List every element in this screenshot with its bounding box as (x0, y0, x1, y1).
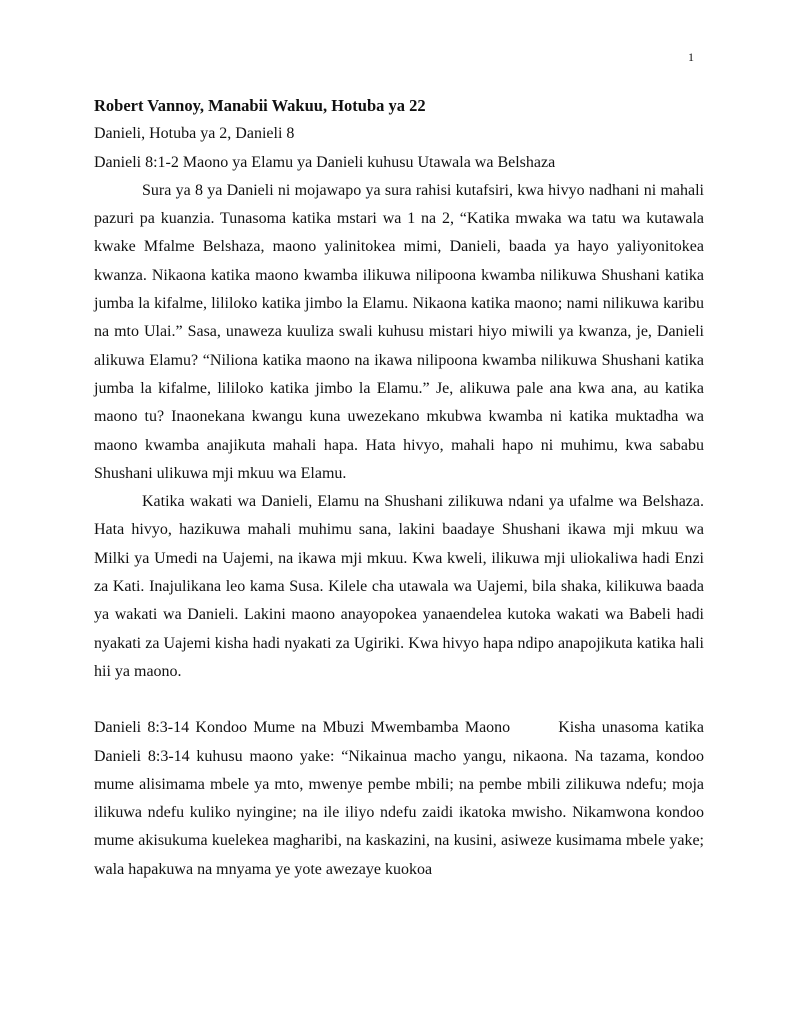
page-number: 1 (688, 50, 694, 64)
document-title: Robert Vannoy, Manabii Wakuu, Hotuba ya 22 (94, 96, 426, 115)
section-2 (94, 714, 704, 884)
document-body (94, 92, 704, 884)
paragraph-gap (94, 686, 704, 714)
section-heading-1: Danieli 8:1-2 Maono ya Elamu ya Danieli kuhusu Utawala wa Belshaza (94, 153, 556, 171)
document-subtitle: Danieli, Hotuba ya 2, Danieli 8 (94, 125, 295, 143)
paragraph-1: Sura ya 8 ya Danieli ni mojawapo ya sura rahisi kutafsiri, kwa hivyo nadhani ni mahali pazuri pa kuanzia. Tunasoma katika mstari wa 1 na 2, “Katika mwaka wa tatu wa kutawala kwake Mfalme Belshaza, maono yalinitokea mimi, Danieli, baada ya hayo yaliyonitokea kwanza. Nikaona katika maono kwamba ilikuwa nilipoona kwamba nilikuwa Shushani katika jumba la kifalme, lililoko katika jimbo la Elamu. Nikaona katika maono; nami nilikuwa karibu na mto Ulai.” Sasa, unaweza kuuliza swali kuhusu mistari hiyo miwili ya kwanza, je, Danieli alikuwa Elamu? “Niliona katika maono na ikawa nilipoona kwamba nilikuwa Shushani katika jumba la kifalme, lililoko katika jimbo la Elamu.” Je, alikuwa pale ana kwa ana, au katika maono tu? Inaonekana kwangu kuna uwezekano mkubwa kwamba ni katika muktadha wa maono kwamba anajikuta mahali hapa. Hata hivyo, mahali hapo ni muhimu, kwa sababu Shushani ulikuwa mji mkuu wa Elamu. (94, 181, 704, 482)
section-heading-2: Danieli 8:3-14 Kondoo Mume na Mbuzi Mwembamba Maono (94, 719, 511, 737)
paragraph-2: Katika wakati wa Danieli, Elamu na Shushani zilikuwa ndani ya ufalme wa Belshaza. Hata hivyo, hazikuwa mahali muhimu sana, lakini baadaye Shushani ikawa mji mkuu wa Milki ya Umedi na Uajemi, na ikawa mji mkuu. Kwa kweli, ilikuwa mji uliokaliwa hadi Enzi za Kati. Inajulikana leo kama Susa. Kilele cha utawala wa Uajemi, bila shaka, kilikuwa baada ya wakati wa Danieli. Lakini maono anayopokea yanaendelea kutoka wakati wa Babeli hadi nyakati za Uajemi kisha hadi nyakati za Ugiriki. Kwa hivyo hapa ndipo anapojikuta katika hali hii ya maono. (94, 493, 704, 680)
paragraph-3: Kisha unasoma katika Danieli 8:3-14 kuhusu maono yake: “Nikainua macho yangu, nikaona. Na tazama, kondoo mume alisimama mbele ya mto, mwenye pembe mbili; na pembe mbili zilikuwa ndefu; moja ilikuwa ndefu kuliko nyingine; na ile iliyo ndefu zaidi ikatoka mwisho. Nikamwona kondoo mume akisukuma kuelekea magharibi, na kaskazini, na kusini, asiweze kusimama mbele yake; wala hapakuwa na mnyama ye yote awezaye kuokoa (94, 719, 705, 878)
